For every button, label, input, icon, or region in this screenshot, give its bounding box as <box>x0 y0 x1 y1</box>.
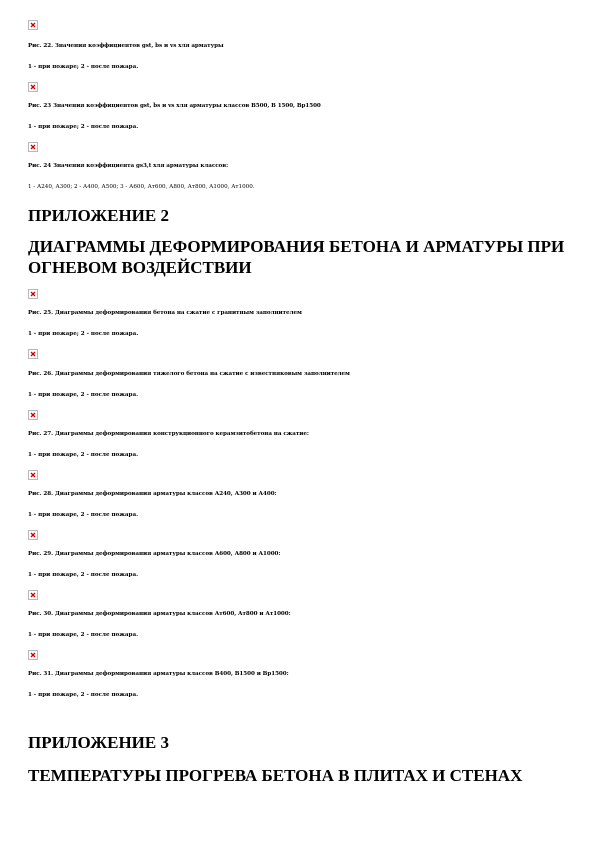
figure-legend: 1 - при пожаре, 2 - после пожара. <box>28 692 139 698</box>
broken-image-icon <box>28 289 38 299</box>
figure-legend: 1 - при пожаре; 2 - после пожара. <box>28 124 139 130</box>
broken-image-icon <box>28 590 38 600</box>
appendix-3-heading: ПРИЛОЖЕНИЕ 3 <box>28 733 169 752</box>
figure-legend: 1 - при пожаре; 2 - после пожара. <box>28 331 139 337</box>
figure-legend: 1 - при пожаре, 2 - после пожара. <box>28 392 139 398</box>
figure-legend: 1 - при пожаре, 2 - после пожара. <box>28 572 139 578</box>
figure-legend: 1 - при пожаре, 2 - после пожара. <box>28 512 139 518</box>
figure-caption: Рис. 27. Диаграммы деформирования конструкционного керамзитобетона на сжатие: <box>28 431 309 437</box>
figure-caption: Рис. 28. Диаграммы деформирования арматуры классов А240, А300 и А400: <box>28 491 277 497</box>
appendix-3-title: ТЕМПЕРАТУРЫ ПРОГРЕВА БЕТОНА В ПЛИТАХ И СТЕНАХ <box>28 766 523 785</box>
appendix-2-heading: ПРИЛОЖЕНИЕ 2 <box>28 206 169 225</box>
broken-image-icon <box>28 470 38 480</box>
figure-legend: 1 - при пожаре, 2 - после пожара. <box>28 452 139 458</box>
figure-legend: 1 - А240, А300; 2 - А400, А500; 3 - А600, Ат600, А800, Ат800, А1000, Ат1000. <box>28 184 255 190</box>
broken-image-icon <box>28 530 38 540</box>
figure-caption: Рис. 23 Значения коэффициентов gst, bs и vs хля арматуры классов В500, В 1500, Вр1500 <box>28 103 321 109</box>
figure-legend: 1 - при пожаре, 2 - после пожара. <box>28 632 139 638</box>
broken-image-icon <box>28 20 38 30</box>
figure-caption: Рис. 25. Диаграммы деформирования бетона на сжатие с гранитным заполнителем <box>28 310 302 316</box>
figure-caption: Рис. 31. Диаграммы деформирования арматуры классов В400, В1500 и Вр1500: <box>28 671 289 677</box>
figure-caption: Рис. 29. Диаграммы деформирования арматуры классов А600, А800 и А1000: <box>28 551 281 557</box>
figure-caption: Рис. 30. Диаграммы деформирования арматуры классов Ат600, Ат800 и Ат1000: <box>28 611 291 617</box>
broken-image-icon <box>28 650 38 660</box>
figure-caption: Рис. 22. Значения коэффициентов gst, bs и vs хля арматуры <box>28 43 224 49</box>
broken-image-icon <box>28 142 38 152</box>
broken-image-icon <box>28 82 38 92</box>
figure-caption: Рис. 24 Значения коэффициента gs3,t хля арматуры классов: <box>28 163 229 169</box>
broken-image-icon <box>28 349 38 359</box>
broken-image-icon <box>28 410 38 420</box>
appendix-2-title: ДИАГРАММЫ ДЕФОРМИРОВАНИЯ БЕТОНА И АРМАТУРЫ ПРИ ОГНЕВОМ ВОЗДЕЙСТВИИ <box>28 237 565 277</box>
figure-legend: 1 - при пожаре; 2 - после пожара. <box>28 64 139 70</box>
figure-caption: Рис. 26. Диаграммы деформирования тяжелого бетона на сжатие с известняковым заполнителем <box>28 371 350 377</box>
